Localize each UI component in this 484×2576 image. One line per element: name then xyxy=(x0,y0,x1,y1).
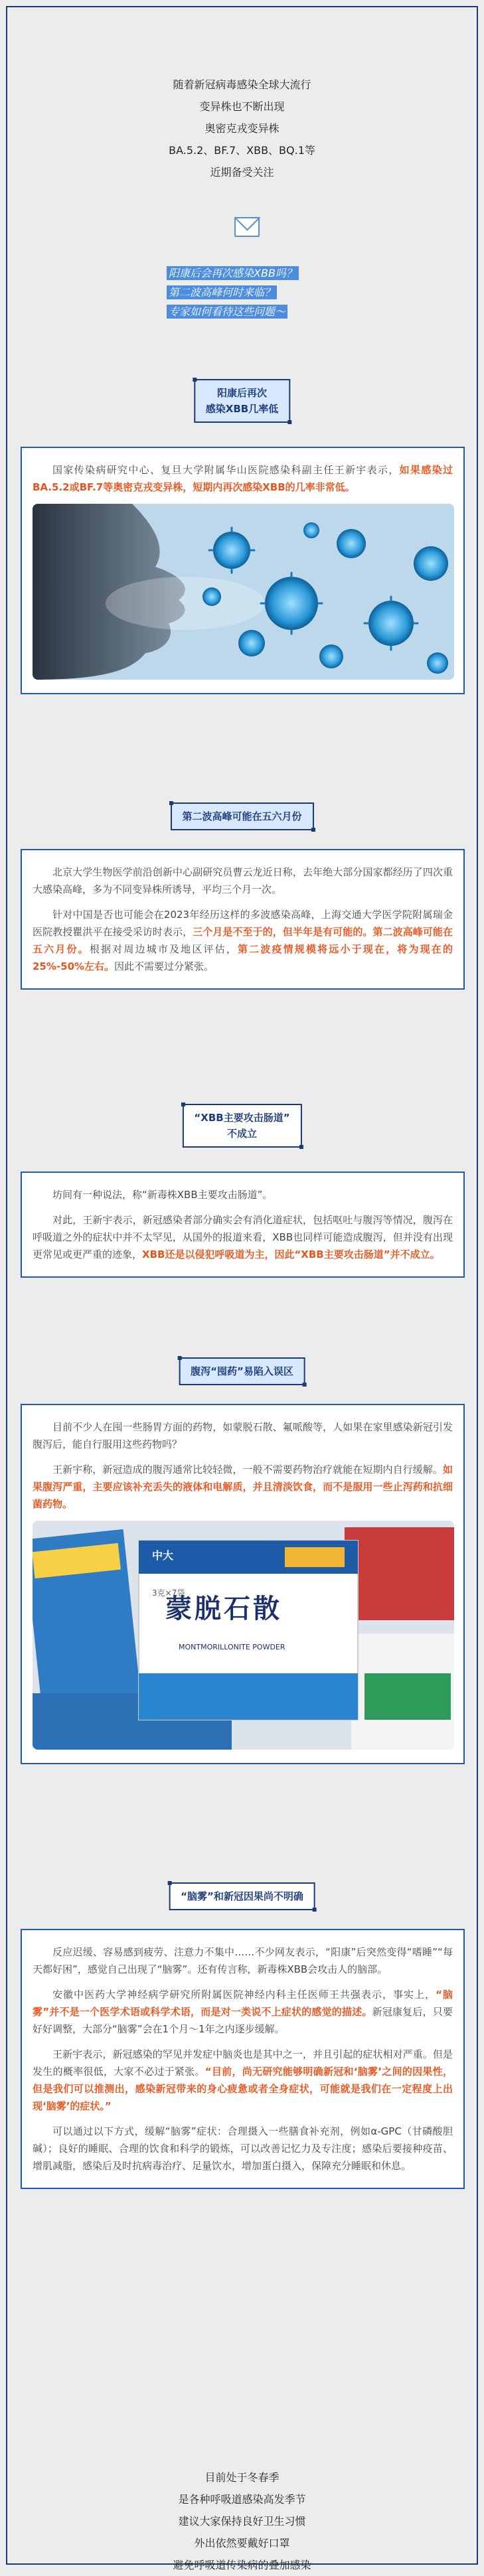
highlight-text: 如果腹泻严重，主要应该补充丢失的液体和电解质，并且清淡饮食，而不是服用一些止泻药和抗细菌药物。 xyxy=(33,1464,453,1510)
medicine-spec: 3克×7袋 xyxy=(152,1588,185,1598)
paragraph: 坊间有一种说法，称“新毒株XBB主要攻击肠道”。 xyxy=(52,1189,273,1201)
question-item: 第二波高峰何时来临？ xyxy=(167,285,277,299)
outro-line: 外出依然要戴好口罩 xyxy=(194,2537,290,2549)
highlight-text: 第二波疫情规模将远小于现在，将为现在的25%-50%左右。 xyxy=(33,943,453,972)
paragraph: 王新宇称，新冠造成的腹泻通常比较轻微，一般不需要药物治疗就能在短期内自行缓解。如果腹泻严重，主要应该补充丢失的液体和电解质，并且清淡饮食，而不是服用一些止泻药和抗细菌药物。 xyxy=(33,1464,453,1510)
tag-line: 腹泻“囤药”易陷入误区 xyxy=(191,1365,293,1377)
article-page xyxy=(6,6,478,2571)
paragraph: 对此，王新宇表示，新冠感染者部分确实会有消化道症状，包括呕吐与腹泻等情况，腹泻在呼吸道之外的症状中并不太罕见，从国外的报道来看，XBB也同样可能造成腹泻，但并没有出现更常见或更严重的迹象，XBB还是以侵犯呼吸道为主，因此“XBB主要攻击肠道”并不成立。 xyxy=(33,1214,453,1260)
highlight-text: “目前，尚无研究能够明确新冠和‘脑雾’之间的因果性，但是我们可以推测出，感染新冠带来的身心疲惫或者全身症状，可能就是我们在一定程度上出现‘脑雾’的症状。” xyxy=(33,2066,453,2112)
outro-line: 目前处于冬春季 xyxy=(204,2471,280,2484)
outro-line: 避免呼吸道传染病的叠加感染 xyxy=(173,2559,311,2571)
question-list xyxy=(167,264,339,321)
tag-line: 感染XBB几率低 xyxy=(205,403,279,415)
outro-text xyxy=(7,2466,477,2576)
medicine-photo xyxy=(33,1521,454,1750)
paragraph: 王新宇表示，新冠感染的罕见并发症中脑炎也是其中之一，并且引起的症状相对严重。但是发生的概率很低，大家不必过于紧张。“目前，尚无研究能够明确新冠和‘脑雾’之间的因果性，但是我们可以推测出，感染新冠带来的身心疲惫或者全身症状，可能就是我们在一定程度上出现‘脑雾’的症状。” xyxy=(33,2048,453,2112)
section-tag-reinfection xyxy=(194,379,290,423)
highlight-text: XBB还是以侵犯呼吸道为主，因此“XBB主要攻击肠道”并不成立。 xyxy=(142,1249,440,1260)
envelope-icon xyxy=(234,217,260,237)
intro-line: 随着新冠病毒感染全球大流行 xyxy=(173,78,311,91)
paragraph: 北京大学生物医学前沿创新中心副研究员曹云龙近日称，去年绝大部分国家都经历了四次重大感染高峰，多为不同变异株所诱导，平均三个月一次。 xyxy=(33,866,453,895)
question-item: 专家如何看待这些问题～ xyxy=(167,305,287,319)
tag-line: 阳康后再次 xyxy=(216,387,267,399)
section-tag-second-wave xyxy=(170,802,313,830)
outro-line: 建议大家保持良好卫生习惯 xyxy=(178,2515,306,2528)
paragraph: 反应迟缓、容易感到疲劳、注意力不集中……不少网友表示，“阳康”后突然变得“嗜睡”“每天都好困”，感觉自己出现了“脑雾”。还有传言称，新毒株XBB会攻击人的脑部。 xyxy=(33,1946,453,1975)
highlight-text: “脑雾”并不是一个医学术语或科学术语，而是对一类说不上症状的感觉的描述。 xyxy=(33,1989,453,2018)
section-card-second-wave xyxy=(21,849,465,990)
section-tag-medicine xyxy=(179,1357,305,1385)
medicine-box-name: 蒙脱石散 xyxy=(165,1594,282,1624)
intro-text xyxy=(7,74,477,183)
section-card-brain-fog xyxy=(21,1929,465,2189)
virus-illustration xyxy=(33,504,454,680)
tag-line: “脑雾”和新冠因果尚不明确 xyxy=(181,1890,303,1902)
intro-line: 奥密克戎变异株 xyxy=(204,122,280,135)
intro-line: 近期备受关注 xyxy=(210,166,274,179)
paragraph: 针对中国是否也可能会在2023年经历这样的多波感染高峰，上海交通大学医学院附属瑞金医院教授瞿洪平在接受采访时表示，三个月是不至于的，但半年是有可能的。第二波高峰可能在五六月份。根据对周边城市及地区评估，第二波疫情规模将远小于现在，将为现在的25%-50%左右。因此不需要过分紧张。 xyxy=(33,909,453,972)
intro-line: BA.5.2、BF.7、XBB、BQ.1等 xyxy=(169,144,315,157)
outro-line: 是各种呼吸道感染高发季节 xyxy=(178,2493,306,2506)
section-card-medicine xyxy=(21,1404,465,1764)
paragraph: 目前不少人在囤一些肠胃方面的药物，如蒙脱石散、氟哌酸等，人如果在家里感染新冠引发腹泻后，能自行服用这些药物吗？ xyxy=(33,1421,453,1450)
section-tag-brain-fog xyxy=(169,1882,315,1910)
paragraph: 国家传染病研究中心、复旦大学附属华山医院感染科副主任王新宇表示，如果感染过BA.5.2或BF.7等奥密克戎变异株，短期内再次感染XBB的几率非常低。 xyxy=(33,464,453,493)
tag-line: 不成立 xyxy=(226,1128,257,1140)
section-card-intestine xyxy=(21,1172,465,1278)
tag-line: “XBB主要攻击肠道” xyxy=(194,1112,290,1124)
tag-line: 第二波高峰可能在五六月份 xyxy=(182,810,302,822)
section-tag-intestine xyxy=(182,1104,301,1148)
paragraph: 安徽中医药大学神经病学研究所附属医院神经内科主任医师王共强表示，事实上，“脑雾”并不是一个医学术语或科学术语，而是对一类说不上症状的感觉的描述。新冠康复后，只要好好调整，大部分“脑雾”会在1个月～1年之内逐步缓解。 xyxy=(33,1989,453,2035)
highlight-text: 三个月是不至于的，但半年是有可能的。第二波高峰可能在五六月份。 xyxy=(33,926,453,955)
question-item: 阳康后会再次感染XBB吗？ xyxy=(167,266,299,280)
medicine-brand: 中大 xyxy=(152,1549,174,1562)
highlight-text: 如果感染过BA.5.2或BF.7等奥密克戎变异株，短期内再次感染XBB的几率非常低。 xyxy=(33,464,453,493)
paragraph: 可以通过以下方式，缓解“脑雾”症状：合理摄入一些膳食补充剂，例如α-GPC（甘磷酸胆碱）；良好的睡眠、合理的饮食和科学的锻炼，可以改善记忆力及专注度；感染后要接种疫苗、增肌减脂，感染后及时抗病毒治疗、足量饮水，增加蛋白摄入，保障充分睡眠和休息。 xyxy=(33,2125,453,2172)
intro-line: 变异株也不断出现 xyxy=(199,100,285,113)
medicine-box-en: MONTMORILLONITE POWDER xyxy=(179,1643,285,1651)
section-card-reinfection xyxy=(21,447,465,694)
